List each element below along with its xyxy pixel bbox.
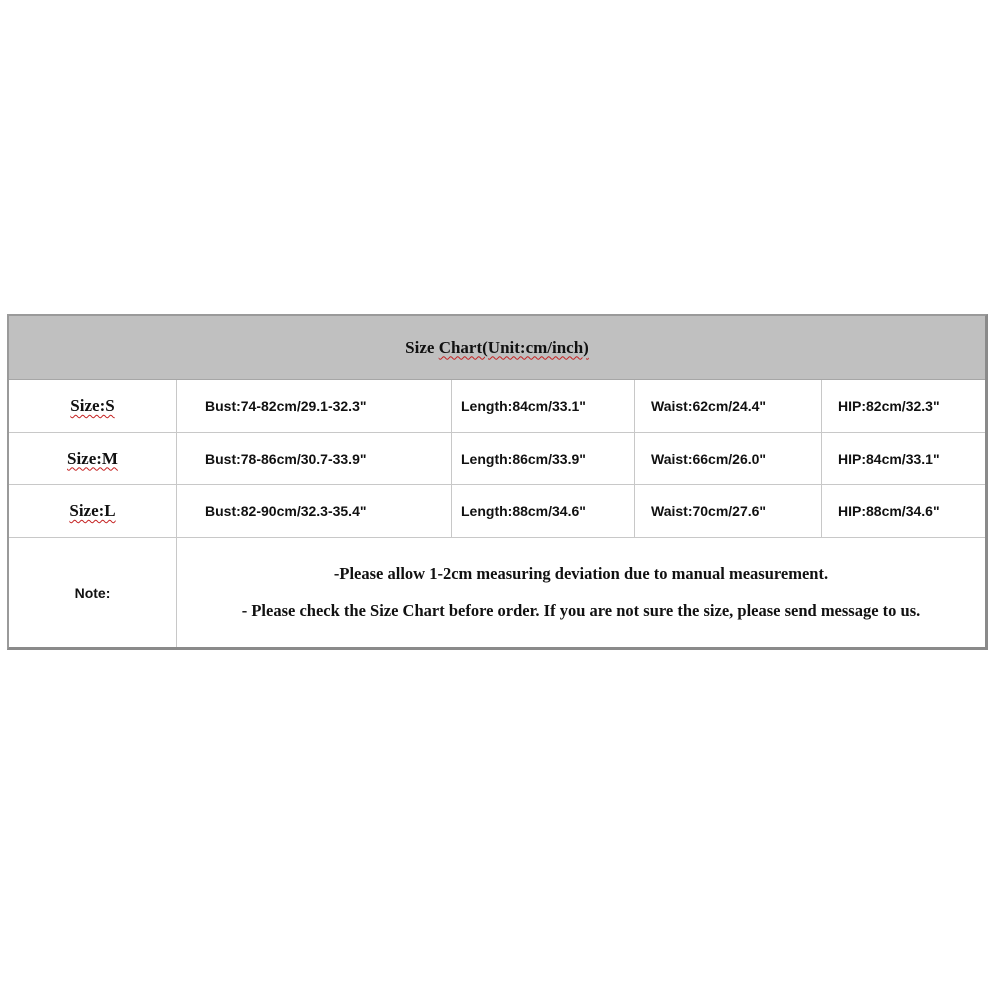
size-label-l: Size:L: [69, 501, 116, 520]
waist-cell-l: Waist:70cm/27.6": [634, 485, 821, 537]
size-row-l: [9, 485, 985, 538]
waist-cell-m: Waist:66cm/26.0": [634, 433, 821, 484]
size-row-m: [9, 433, 985, 485]
size-chart-title: [405, 338, 589, 358]
size-label-m: Size:M: [67, 448, 118, 468]
size-label-s: Size:S: [70, 396, 115, 415]
length-cell-l: Length:88cm/34.6": [451, 485, 634, 537]
hip-cell-m: HIP:84cm/33.1": [821, 433, 985, 484]
note-row: [9, 538, 985, 647]
title-unit: Chart(Unit:cm/inch): [438, 337, 589, 357]
note-line-check-chart: - Please check the Size Chart before order. If you are not sure the size, please send message to us.: [241, 601, 921, 620]
note-content: [176, 538, 985, 647]
length-cell-s: Length:84cm/33.1": [451, 380, 634, 432]
note-label: Note:: [74, 584, 111, 601]
note-line-deviation: -Please allow 1-2cm measuring deviation due to manual measurement.: [333, 564, 829, 583]
size-row-s: [9, 380, 985, 433]
size-chart-header: [9, 316, 985, 380]
title-prefix: Size: [405, 337, 439, 357]
waist-cell-s: Waist:62cm/24.4": [634, 380, 821, 432]
bust-cell-m: Bust:78-86cm/30.7-33.9": [176, 433, 451, 484]
length-cell-m: Length:86cm/33.9": [451, 433, 634, 484]
bust-cell-s: Bust:74-82cm/29.1-32.3": [176, 380, 451, 432]
hip-cell-l: HIP:88cm/34.6": [821, 485, 985, 537]
bust-cell-l: Bust:82-90cm/32.3-35.4": [176, 485, 451, 537]
size-chart-table: [7, 314, 988, 650]
hip-cell-s: HIP:82cm/32.3": [821, 380, 985, 432]
